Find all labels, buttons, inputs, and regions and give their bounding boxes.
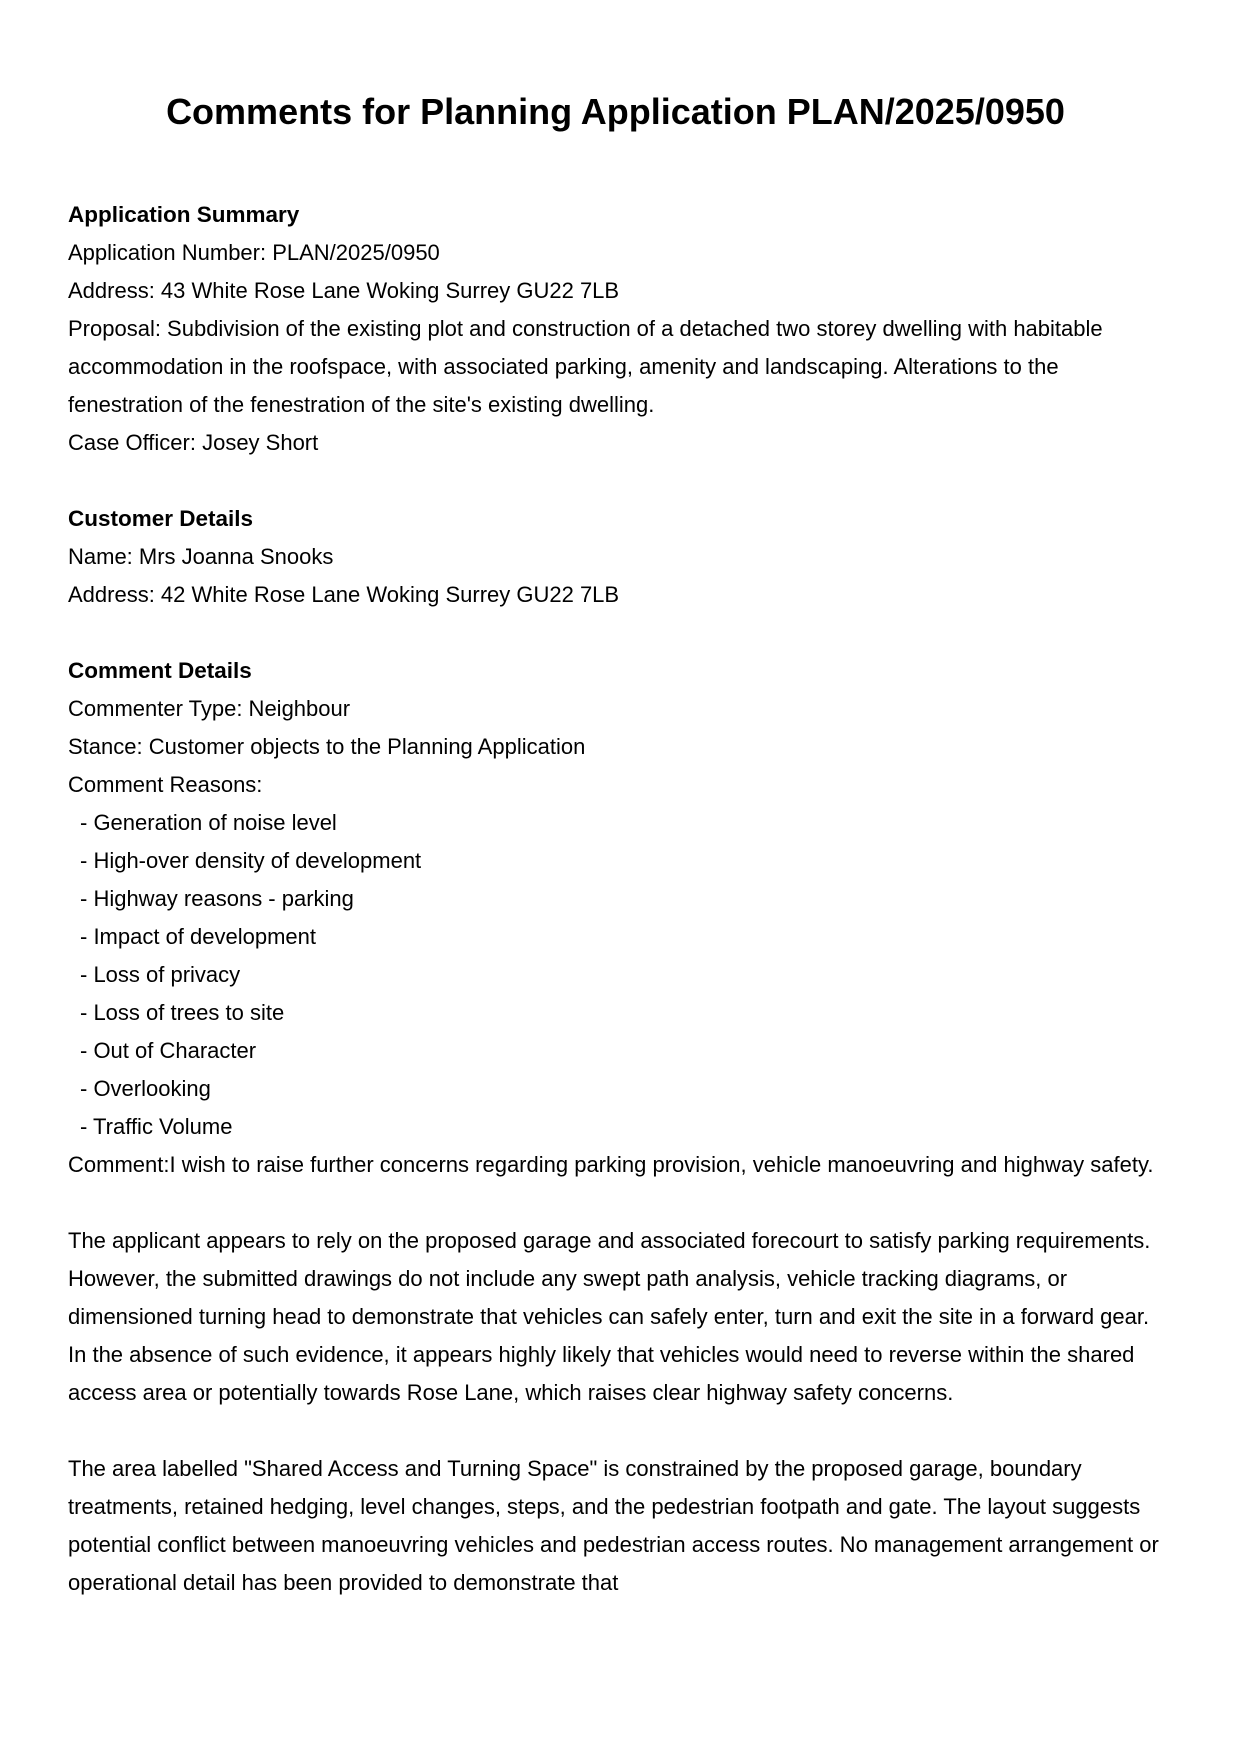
commenter-type: Commenter Type: Neighbour bbox=[68, 696, 351, 721]
comment-details-section bbox=[68, 652, 1163, 1602]
comment-paragraph: The applicant appears to rely on the proposed garage and associated forecourt to satisfy parking requirements. However, the submitted drawings do not include any swept path analysis, vehicle tracking diagrams, or dimensioned turning head to demonstrate that vehicles can safely enter, turn and exit the site in a forward gear. In the absence of such evidence, it appears highly likely that vehicles would need to reverse within the shared access area or potentially towards Rose Lane, which raises clear highway safety concerns. bbox=[68, 1228, 1151, 1405]
comment-reason-item: - Loss of trees to site bbox=[80, 1000, 285, 1025]
application-proposal: Proposal: Subdivision of the existing plot and construction of a detached two storey dwelling with habitable accommodation in the roofspace, with associated parking, amenity and landscaping. Alterations to the fenestration of the fenestration of the site's existing dwelling. bbox=[68, 316, 1103, 417]
comment-stance: Stance: Customer objects to the Planning Application bbox=[68, 734, 586, 759]
application-address: Address: 43 White Rose Lane Woking Surrey GU22 7LB bbox=[68, 278, 620, 303]
comment-paragraph: Comment:I wish to raise further concerns regarding parking provision, vehicle manoeuvring and highway safety. bbox=[68, 1152, 1154, 1177]
comment-paragraph: The area labelled "Shared Access and Turning Space" is constrained by the proposed garage, boundary treatments, retained hedging, level changes, steps, and the pedestrian footpath and gate. The layout suggests potential conflict between manoeuvring vehicles and pedestrian access routes. No management arrangement or operational detail has been provided to demonstrate that bbox=[68, 1456, 1159, 1595]
application-summary-section bbox=[68, 196, 1163, 462]
comment-reason-item: - Loss of privacy bbox=[80, 962, 241, 987]
comment-reason-item: - Generation of noise level bbox=[80, 810, 337, 835]
comment-reasons-label: Comment Reasons: bbox=[68, 772, 263, 797]
comment-reason-item: - Highway reasons - parking bbox=[80, 886, 354, 911]
comment-reason-item: - Out of Character bbox=[80, 1038, 257, 1063]
application-number: Application Number: PLAN/2025/0950 bbox=[68, 240, 440, 265]
comment-reason-item: - Traffic Volume bbox=[80, 1114, 233, 1139]
customer-name: Name: Mrs Joanna Snooks bbox=[68, 544, 334, 569]
comment-details-heading: Comment Details bbox=[68, 658, 252, 683]
page-title: Comments for Planning Application PLAN/2025/0950 bbox=[166, 91, 1065, 132]
comment-reason-item: - High-over density of development bbox=[80, 848, 422, 873]
customer-details-section bbox=[68, 500, 1163, 614]
application-summary-heading: Application Summary bbox=[68, 202, 300, 227]
customer-address: Address: 42 White Rose Lane Woking Surrey GU22 7LB bbox=[68, 582, 620, 607]
comment-reason-item: - Overlooking bbox=[80, 1076, 211, 1101]
customer-details-heading: Customer Details bbox=[68, 506, 254, 531]
comment-reason-item: - Impact of development bbox=[80, 924, 317, 949]
comment-reasons-list bbox=[68, 804, 1163, 1146]
case-officer: Case Officer: Josey Short bbox=[68, 430, 319, 455]
